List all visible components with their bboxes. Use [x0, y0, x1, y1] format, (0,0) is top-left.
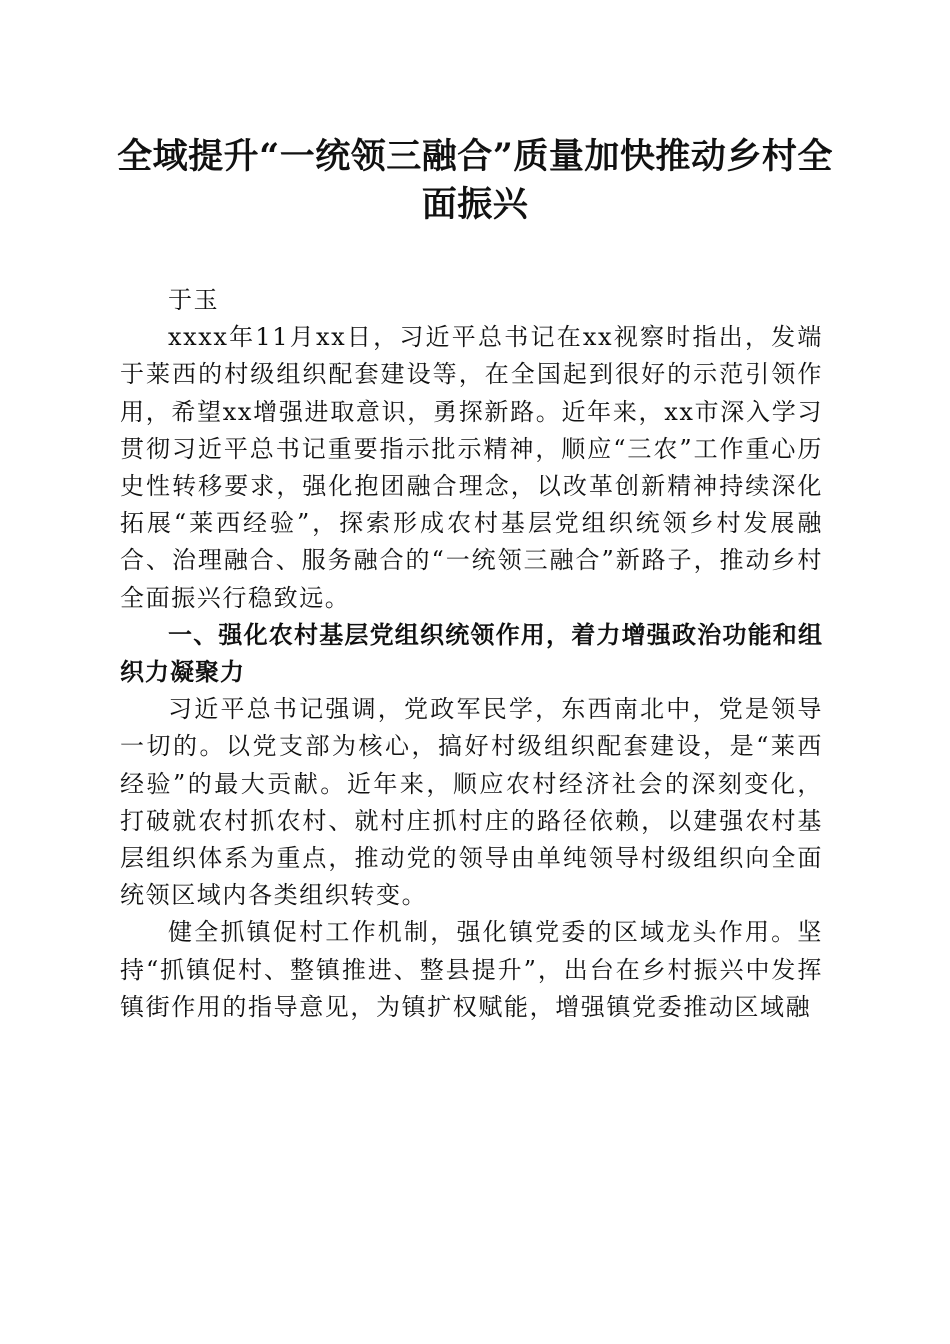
- document-title: 全域提升“一统领三融合”质量加快推动乡村全面振兴: [117, 136, 833, 225]
- author-line: 于玉: [168, 286, 220, 314]
- document-body: [120, 282, 823, 1026]
- section-paragraph: 习近平总书记强调，党政军民学，东西南北中，党是领导一切的。以党支部为核心，搞好村级组织配套建设，是“莱西经验”的最大贡献。近年来，顺应农村经济社会的深刻变化，打破就农村抓农村、就村庄抓村庄的路径依赖，以建强农村基层组织体系为重点，推动党的领导由单纯领导村级组织向全面统领区域内各类组织转变。: [120, 695, 823, 910]
- section-heading: 一、强化农村基层党组织统领作用，着力增强政治功能和组织力凝聚力: [120, 620, 823, 687]
- section-paragraph: 健全抓镇促村工作机制，强化镇党委的区域龙头作用。坚持“抓镇促村、整镇推进、整县提升”，出台在乡村振兴中发挥镇街作用的指导意见，为镇扩权赋能，增强镇党委推动区域融: [120, 918, 823, 1021]
- intro-paragraph: xxxx年11月xx日，习近平总书记在xx视察时指出，发端于莱西的村级组织配套建设等，在全国起到很好的示范引领作用，希望xx增强进取意识，勇探新路。近年来，xx市深入学习贯彻习近平总书记重要指示批示精神，顺应“三农”工作重心历史性转移要求，强化抱团融合理念，以改革创新精神持续深化拓展“莱西经验”，探索形成农村基层党组织统领乡村发展融合、治理融合、服务融合的“一统领三融合”新路子，推动乡村全面振兴行稳致远。: [120, 323, 823, 612]
